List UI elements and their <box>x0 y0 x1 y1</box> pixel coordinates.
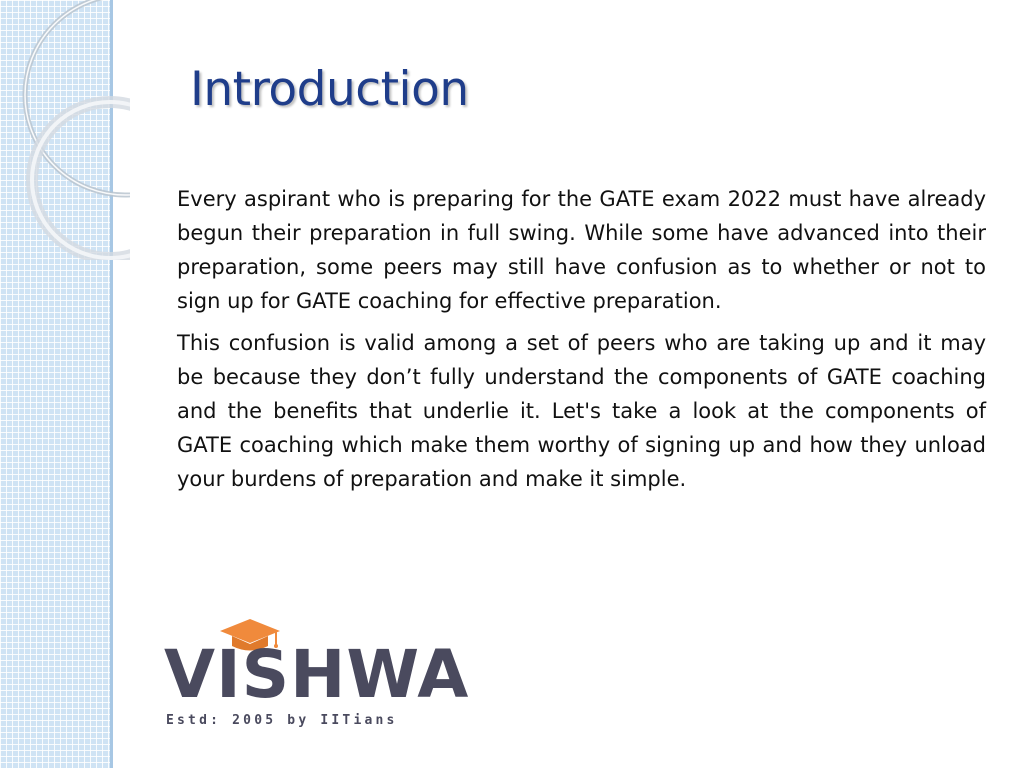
decorative-rings <box>0 0 130 260</box>
slide-body <box>177 182 986 504</box>
logo-wordmark: VISHWA <box>164 636 470 713</box>
paragraph-2: This confusion is valid among a set of peers who are taking up and it may be because they don’t fully understand the components of GATE coaching and the benefits that underlie it. Let's take a look at the components of GATE coaching which make them worthy of signing up and how they unload your burdens of preparation and make it simple. <box>177 331 986 491</box>
logo-tagline: Estd: 2005 by IITians <box>166 713 398 728</box>
slide-title: Introduction <box>190 62 469 117</box>
vishwa-logo <box>160 615 470 735</box>
paragraph-1: Every aspirant who is preparing for the GATE exam 2022 must have already begun their preparation in full swing. While some have advanced into their preparation, some peers may still have confusion as to whether or not to sign up for GATE coaching for effective preparation. <box>177 187 986 313</box>
